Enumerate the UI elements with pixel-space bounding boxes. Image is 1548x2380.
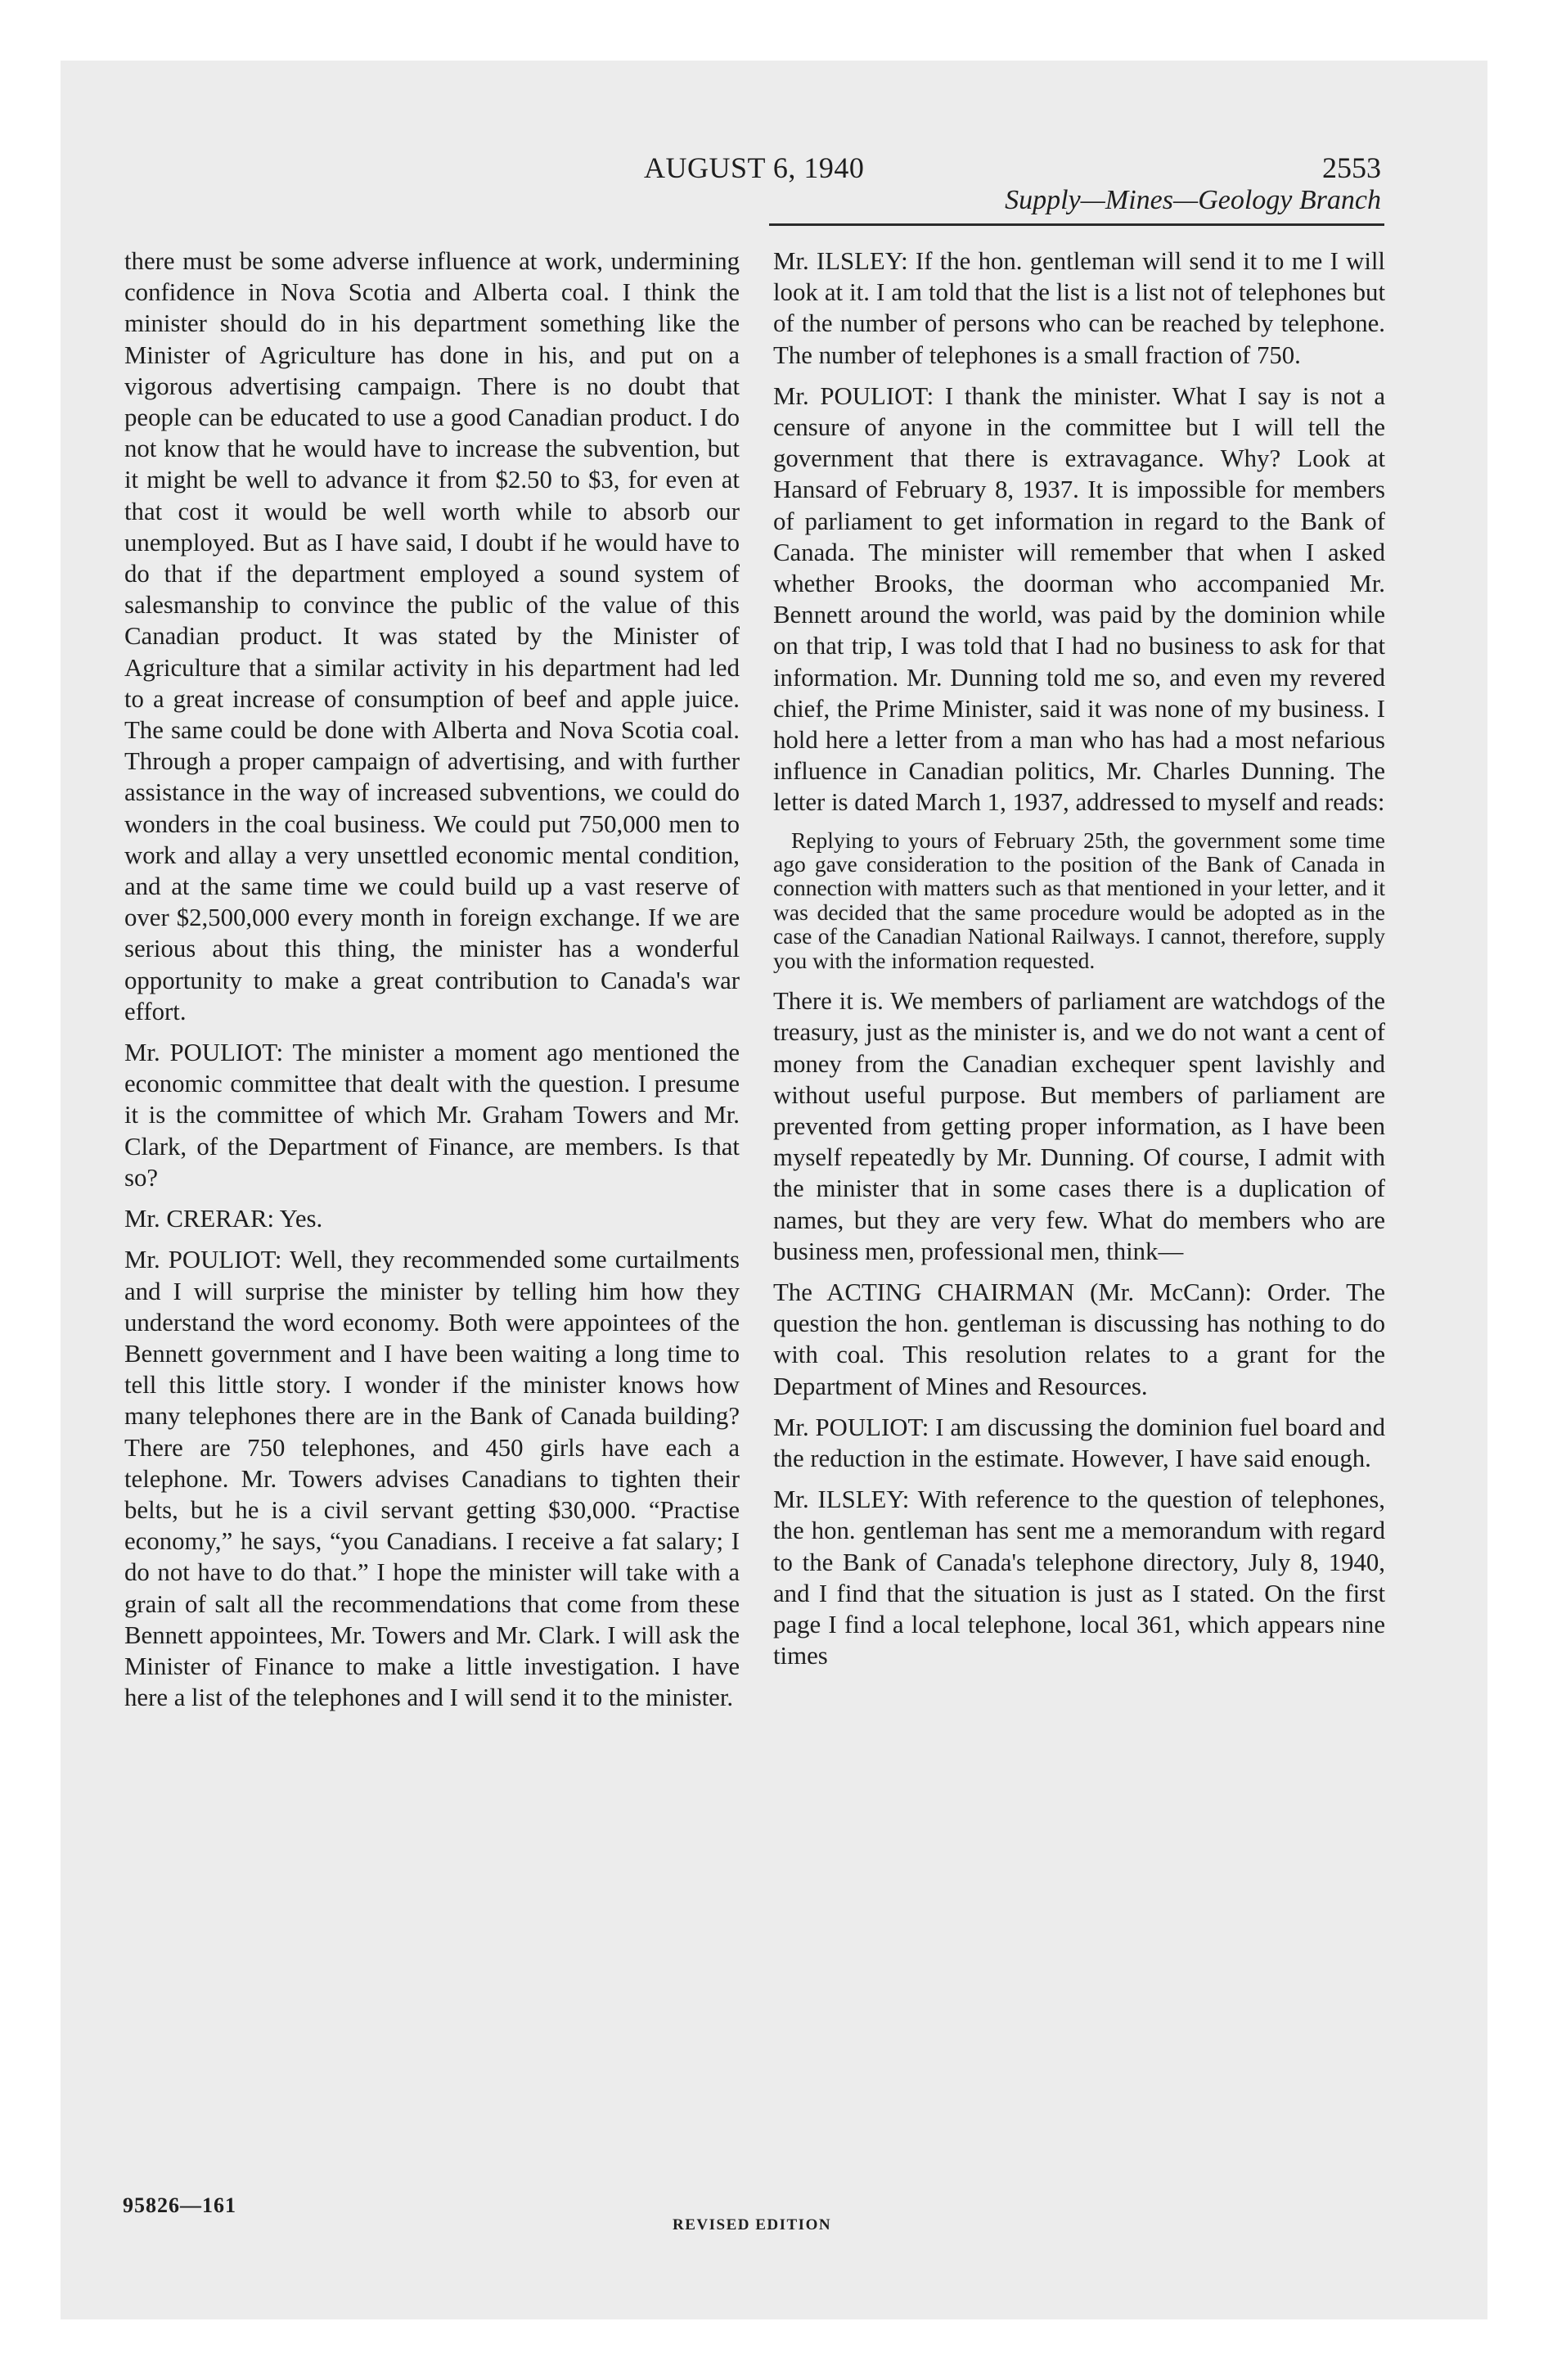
- paragraph: Mr. ILSLEY: With reference to the question of telephones, the hon. gentleman has sent me a memorandum with regard to the Bank of Canada's telephone directory, July 8, 1940, and I find that the situation is just as I stated. On the first page I find a local telephone, local 361, which appears nine times: [773, 1485, 1385, 1670]
- quoted-letter: Replying to yours of February 25th, the government some time ago gave consideration to the position of the Bank of Canada in connection with matters such as that mentioned in your letter, and it was decided that the same procedure would be adopted as in the case of the Canadian National Railways. I cannot, therefore, supply you with the information requested.: [773, 827, 1385, 973]
- paragraph: Mr. POULIOT: I thank the minister. What I say is not a censure of anyone in the committee but I will tell the government that there is extravagance. Why? Look at Hansard of February 8, 1937. It is impossible for members of parliament to get information in regard to the Bank of Canada. The minister will remember that when I asked whether Brooks, the doorman who accompanied Mr. Bennett around the world, was paid by the dominion while on that trip, I was told that I had no business to ask for that information. Mr. Dunning told me so, and even my revered chief, the Prime Minister, said it was none of my business. I hold here a letter from a man who has had a most nefarious influence in Canadian politics, Mr. Charles Dunning. The letter is dated March 1, 1937, addressed to myself and reads:: [773, 381, 1385, 817]
- left-column: [124, 246, 740, 1723]
- running-head: Supply—Mines—Geology Branch: [1005, 185, 1381, 215]
- paragraph: Mr. POULIOT: The minister a moment ago mentioned the economic committee that dealt with the question. I presume it is the committee of which Mr. Graham Towers and Mr. Clark, of the Department of Finance, are members. Is that so?: [124, 1039, 740, 1192]
- right-column: [773, 246, 1385, 1681]
- header-rule: [769, 223, 1384, 226]
- paragraph: Mr. CRERAR: Yes.: [124, 1205, 323, 1233]
- paragraph: There it is. We members of parliament are watchdogs of the treasury, just as the minister is, and we do not want a cent of money from the Canadian exchequer spent lavishly and without useful purpose. But members of parliament are prevented from getting proper information, as I have been myself repeatedly by Mr. Dunning. Of course, I admit with the minister that in some cases there is a duplication of names, but they are very few. What do members who are business men, professional men, think—: [773, 987, 1385, 1265]
- footer-print-code: 95826—161: [123, 2193, 236, 2217]
- paragraph: Mr. ILSLEY: If the hon. gentleman will send it to me I will look at it. I am told that the list is a list not of telephones but of the number of persons who can be reached by telephone. The number of telephones is a small fraction of 750.: [773, 247, 1385, 369]
- paragraph: there must be some adverse influence at work, undermining confidence in Nova Scotia and Alberta coal. I think the minister should do in his department something like the Minister of Agriculture has done in his, and put on a vigorous advertising campaign. There is no doubt that people can be educated to use a good Canadian product. I do not know that he would have to increase the subvention, but it might be well to advance it from $2.50 to $3, for even at that cost it would be well worth while to absorb our unemployed. But as I have said, I doubt if he would have to do that if the department employed a sound system of salesmanship to convince the public of the value of this Canadian product. It was stated by the Minister of Agriculture that a similar activity in his department had led to a great increase of consumption of beef and apple juice. The same could be done with Alberta and Nova Scotia coal. Through a proper campaign of advertising, and with further assistance in the way of increased subventions, we could do wonders in the coal business. We could put 750,000 men to work and allay a very unsettled economic mental condition, and at the same time we could build up a vast reserve of over $2,500,000 every month in foreign exchange. If we are serious about this thing, the minister has a wonderful opportunity to make a great contribution to Canada's war effort.: [124, 247, 740, 1025]
- header-date: AUGUST 6, 1940: [644, 151, 865, 184]
- paragraph: Mr. POULIOT: I am discussing the dominion fuel board and the reduction in the estimate. However, I have said enough.: [773, 1413, 1385, 1472]
- footer-edition-label: REVISED EDITION: [673, 2216, 832, 2234]
- paragraph: Mr. POULIOT: Well, they recommended some curtailments and I will surprise the minister by telling him how they understand the word economy. Both were appointees of the Bennett government and I have been waiting a long time to tell this little story. I wonder if the minister knows how many telephones there are in the Bank of Canada building? There are 750 telephones, and 450 girls have each a telephone. Mr. Towers advises Canadians to tighten their belts, but he is a civil servant getting $30,000. “Practise economy,” he says, “you Canadians. I receive a fat salary; I do not have to do that.” I hope the minister will take with a grain of salt all the recommendations that come from these Bennett appointees, Mr. Towers and Mr. Clark. I will ask the Minister of Finance to make a little investigation. I have here a list of the telephones and I will send it to the minister.: [124, 1246, 740, 1712]
- page-number: 2553: [1322, 151, 1381, 184]
- paragraph: The ACTING CHAIRMAN (Mr. McCann): Order. The question the hon. gentleman is discussing has nothing to do with coal. This resolution relates to a grant for the Department of Mines and Resources.: [773, 1278, 1385, 1400]
